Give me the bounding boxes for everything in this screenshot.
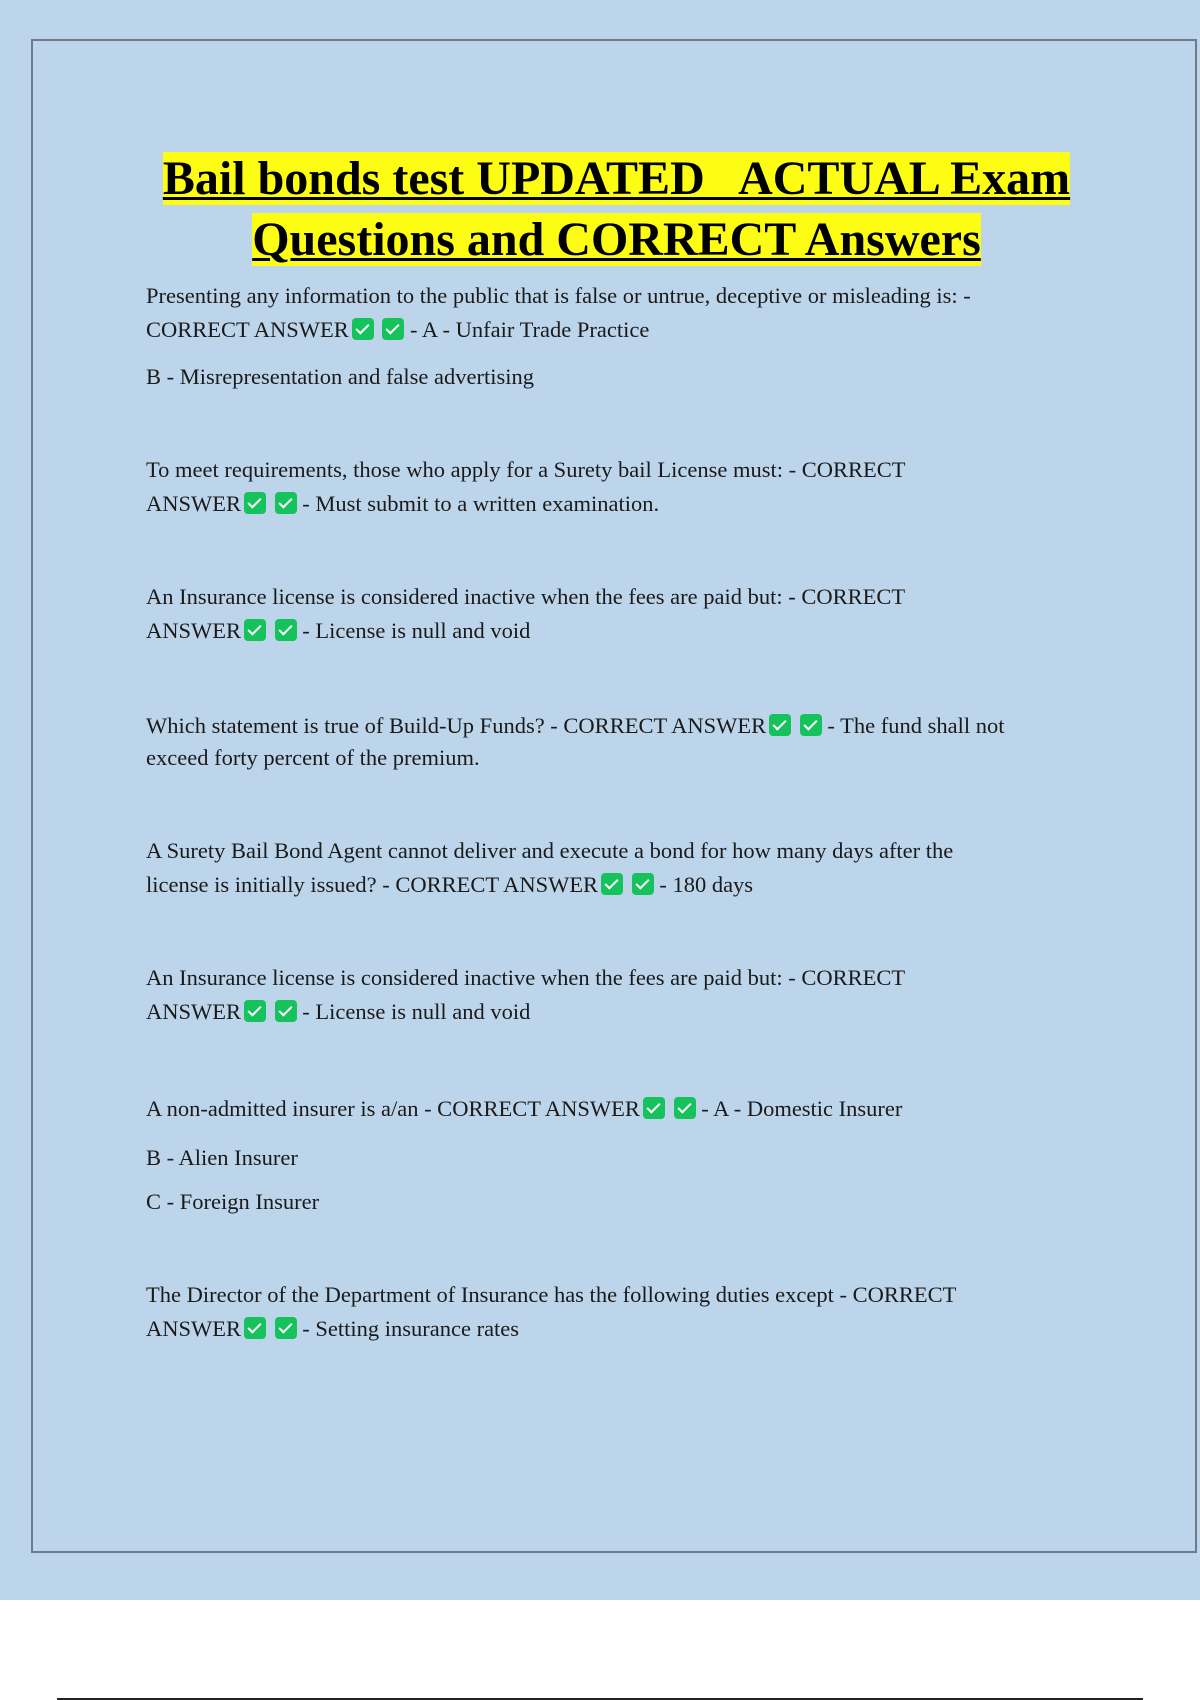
answer-text: - License is null and void <box>302 618 531 643</box>
question-text: Which statement is true of Build-Up Funds? - CORRECT ANSWER <box>146 713 767 738</box>
question-text: An Insurance license is considered inactive when the fees are paid but: - CORRECT <box>146 584 906 609</box>
question-text: ANSWER <box>146 999 241 1024</box>
check-box-icon <box>275 1317 297 1339</box>
question-text: To meet requirements, those who apply for a Surety bail License must: - CORRECT <box>146 457 906 482</box>
answer-text: - 180 days <box>659 872 754 897</box>
answer-option: B - Alien Insurer <box>146 1145 298 1170</box>
question-text: ANSWER <box>146 491 241 516</box>
answer-option: B - Misrepresentation and false advertising <box>146 364 535 389</box>
check-box-icon <box>275 619 297 641</box>
question-text: A non-admitted insurer is a/an - CORRECT ANSWER <box>146 1096 640 1121</box>
answer-text: - A - Unfair Trade Practice <box>410 317 650 342</box>
question-text: Presenting any information to the public that is false or untrue, deceptive or misleading is: - <box>146 283 971 308</box>
check-box-icon <box>632 873 654 895</box>
answer-line <box>146 618 530 644</box>
answer-line <box>146 872 753 898</box>
check-box-icon <box>769 714 791 736</box>
check-box-icon <box>800 714 822 736</box>
question-text: CORRECT ANSWER <box>146 317 349 342</box>
question-text: A Surety Bail Bond Agent cannot deliver and execute a bond for how many days after the <box>146 838 954 863</box>
check-box-icon <box>244 1000 266 1022</box>
check-box-icon <box>275 492 297 514</box>
title-line-2: Questions and CORRECT Answers <box>252 213 981 266</box>
answer-line <box>146 491 659 517</box>
answer-line <box>146 317 649 343</box>
check-box-icon <box>352 318 374 340</box>
question-line <box>146 1096 902 1122</box>
answer-line <box>146 999 530 1025</box>
check-box-icon <box>244 619 266 641</box>
check-box-icon <box>674 1097 696 1119</box>
question-text: ANSWER <box>146 618 241 643</box>
answer-text: - Setting insurance rates <box>302 1316 520 1341</box>
answer-text: - The fund shall not <box>827 713 1005 738</box>
check-box-icon <box>275 1000 297 1022</box>
question-text: license is initially issued? - CORRECT ANSWER <box>146 872 599 897</box>
question-text: An Insurance license is considered inactive when the fees are paid but: - CORRECT <box>146 965 906 990</box>
answer-text: exceed forty percent of the premium. <box>146 745 480 770</box>
answer-option: C - Foreign Insurer <box>146 1189 320 1214</box>
title-line-1: Bail bonds test UPDATED ACTUAL Exam <box>162 152 1071 205</box>
check-box-icon <box>643 1097 665 1119</box>
check-box-icon <box>244 492 266 514</box>
document-title <box>0 148 1200 270</box>
answer-line <box>146 1316 519 1342</box>
check-box-icon <box>244 1317 266 1339</box>
check-box-icon <box>601 873 623 895</box>
answer-text: - A - Domestic Insurer <box>701 1096 903 1121</box>
question-line <box>146 713 1004 739</box>
check-box-icon <box>382 318 404 340</box>
question-text: ANSWER <box>146 1316 241 1341</box>
answer-text: - Must submit to a written examination. <box>302 491 660 516</box>
answer-text: - License is null and void <box>302 999 531 1024</box>
question-text: The Director of the Department of Insurance has the following duties except - CORRECT <box>146 1282 957 1307</box>
